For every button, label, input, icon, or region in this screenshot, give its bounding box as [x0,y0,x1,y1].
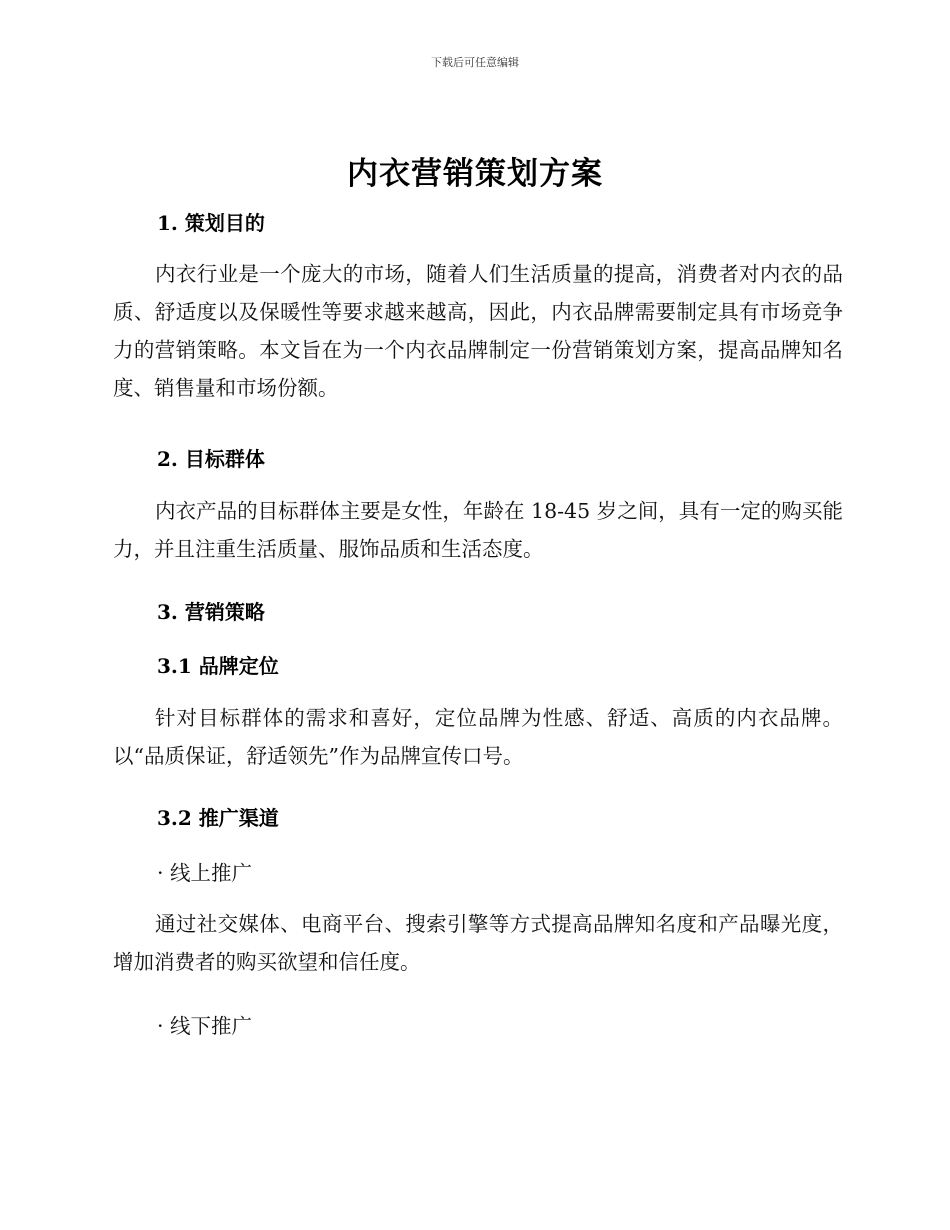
section-heading-1: 1. 策划目的 [157,211,265,235]
bullet-offline-promotion: · 线下推广 [157,1014,253,1038]
section-body-2: 内衣产品的目标群体主要是女性，年龄在 18-45 岁之间，具有一定的购买能力，并且注重生活质量、服饰品质和生活态度。 [113,499,843,561]
section-heading-3-2: 3.2 推广渠道 [157,806,279,830]
section-heading-2: 2. 目标群体 [157,447,265,471]
section-body-3-1: 针对目标群体的需求和喜好，定位品牌为性感、舒适、高质的内衣品牌。以“品质保证，舒适领先”作为品牌宣传口号。 [113,706,843,768]
section-heading-3-1: 3.1 品牌定位 [157,654,279,678]
bullet-online-promotion: · 线上推广 [157,861,253,885]
section-heading-3: 3. 营销策略 [157,600,265,624]
online-promotion-body: 通过社交媒体、电商平台、搜索引擎等方式提高品牌知名度和产品曝光度，增加消费者的购买欲望和信任度。 [113,912,843,974]
section-body-1: 内衣行业是一个庞大的市场，随着人们生活质量的提高，消费者对内衣的品质、舒适度以及保暖性等要求越来越高，因此，内衣品牌需要制定具有市场竞争力的营销策略。本文旨在为一个内衣品牌制定一份营销策划方案，提高品牌知名度、销售量和市场份额。 [113,262,843,400]
document-title: 内衣营销策划方案 [347,156,603,192]
header-note: 下载后可任意编辑 [431,56,519,69]
